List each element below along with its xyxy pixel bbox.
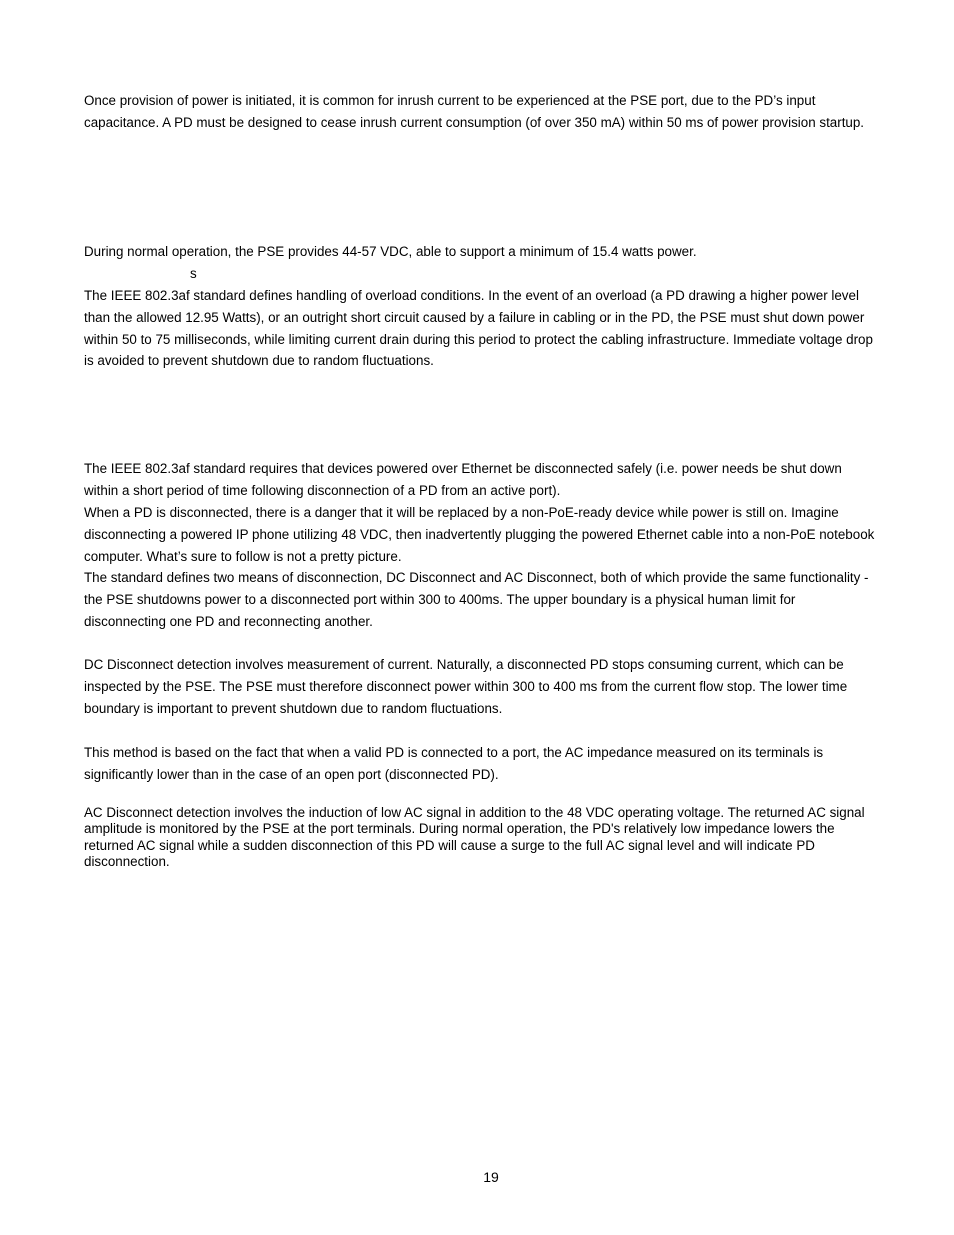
- disconnect-danger-section: [84, 502, 876, 567]
- stray-character: [190, 263, 230, 285]
- normal-operation-paragraph: During normal operation, the PSE provides 44-57 VDC, able to support a minimum of 15.4 watts power.: [84, 244, 697, 259]
- overload-paragraph: The IEEE 802.3af standard defines handling of overload conditions. In the event of an overload (a PD drawing a higher power level than the allowed 12.95 Watts), or an outright short circuit caused by a failure in cabling or in the PD, the PSE must shut down power within 50 to 75 milliseconds, while limiting current drain during this period to protect the cabling infrastructure. Immediate voltage drop is avoided to prevent shutdown due to random fluctuations.: [84, 288, 873, 369]
- ac-detection-section: [84, 805, 876, 870]
- disconnect-means-section: [84, 567, 876, 632]
- ac-method-paragraph: This method is based on the fact that when a valid PD is connected to a port, the AC impedance measured on its terminals is significantly lower than in the case of an open port (disconnected PD).: [84, 745, 824, 782]
- stray-character-text: s: [190, 266, 197, 281]
- ac-detection-paragraph: AC Disconnect detection involves the induction of low AC signal in addition to the 48 VDC operating voltage. The returned AC signal amplitude is monitored by the PSE at the port terminals. During normal operation, the PD's relatively low impedance lowers the returned AC signal while a sudden disconnection of this PD will cause a surge to the full AC signal level and will indicate PD disconnection.: [84, 805, 865, 869]
- normal-operation-section: [84, 241, 876, 263]
- disconnect-requirement-section: [84, 458, 876, 502]
- disconnect-requirement-paragraph: The IEEE 802.3af standard requires that devices powered over Ethernet be disconnected safely (i.e. power needs be shut down within a short period of time following disconnection of a PD from an active port).: [84, 461, 842, 498]
- inrush-current-section: [84, 90, 876, 134]
- inrush-paragraph: Once provision of power is initiated, it is common for inrush current to be experienced at the PSE port, due to the PD’s input capacitance. A PD must be designed to cease inrush current consumption (of over 350 mA) within 50 ms of power provision startup.: [84, 93, 865, 130]
- overload-section: [84, 285, 876, 372]
- ac-method-section: [84, 742, 876, 786]
- dc-disconnect-paragraph: DC Disconnect detection involves measurement of current. Naturally, a disconnected PD stops consuming current, which can be inspected by the PSE. The PSE must therefore disconnect power within 300 to 400 ms from the current flow stop. The lower time boundary is important to prevent shutdown due to random fluctuations.: [84, 657, 848, 716]
- dc-disconnect-section: [84, 654, 876, 719]
- disconnect-means-paragraph: The standard defines two means of disconnection, DC Disconnect and AC Disconnect, both of which provide the same functionality - the PSE shutdowns power to a disconnected port within 300 to 400ms. The upper boundary is a physical human limit for disconnecting one PD and reconnecting another.: [84, 570, 869, 629]
- disconnect-danger-paragraph: When a PD is disconnected, there is a danger that it will be replaced by a non-PoE-ready device while power is still on. Imagine disconnecting a powered IP phone utilizing 48 VDC, then inadvertently plugging the powered Ethernet cable into a non-PoE notebook computer. What’s sure to follow is not a pretty picture.: [84, 505, 875, 564]
- page-number: 19: [483, 1169, 499, 1185]
